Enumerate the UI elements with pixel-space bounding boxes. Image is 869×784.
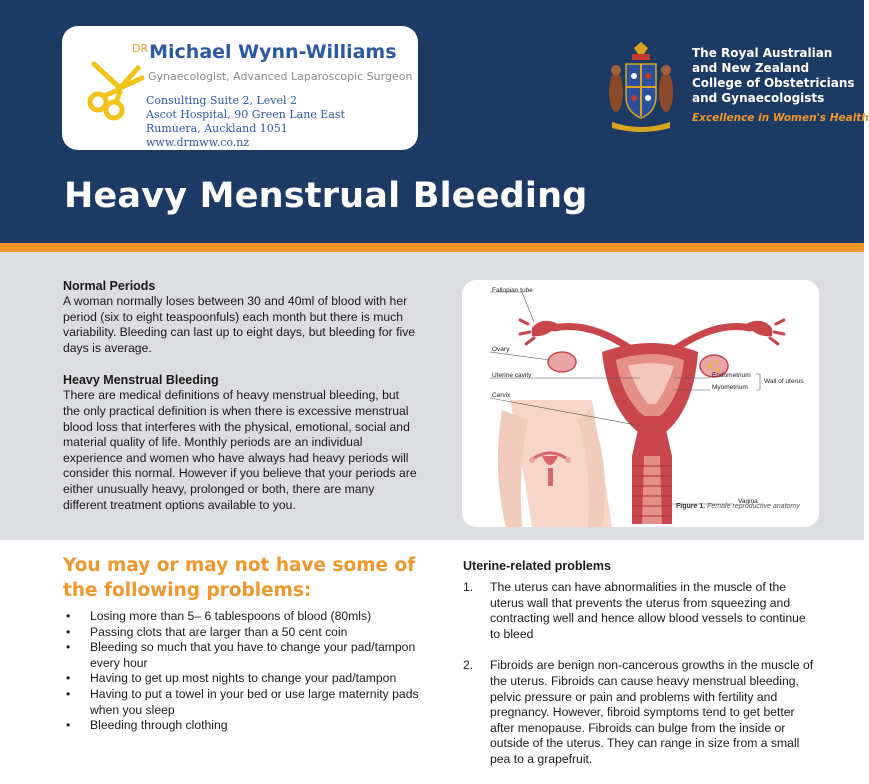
label-ovary: Ovary bbox=[492, 346, 510, 353]
list-item: • Bleeding through clothing bbox=[63, 718, 423, 734]
list-item: • Losing more than 5– 6 tablespoons of blood (80mls) bbox=[63, 609, 423, 625]
list-item: • Passing clots that are larger than a 50 cent coin bbox=[63, 625, 423, 641]
uterine-problems-heading: Uterine-related problems bbox=[463, 559, 611, 573]
college-crest-icon bbox=[604, 40, 678, 134]
hmb-heading: Heavy Menstrual Bleeding bbox=[63, 373, 219, 388]
list-item: • Having to put a towel in your bed or use large maternity pads when you sleep bbox=[63, 687, 423, 718]
label-uterine-cavity: Uterine cavity bbox=[492, 372, 532, 379]
problems-heading: You may or may not have some of the following problems: bbox=[63, 555, 416, 601]
website-link[interactable]: www.drmww.co.nz bbox=[146, 136, 250, 149]
practitioner-address: Consulting Suite 2, Level 2 Ascot Hospital, 90 Green Lane East Rumuera, Auckland 1051 www.drmww.co.nz bbox=[146, 94, 345, 149]
list-item: 2. Fibroids are benign non-cancerous growths in the muscle of the uterus. Fibroids can cause heavy menstrual bleeding, pelvic pressure or pain and problems with fertility and pregnancy. However, fibroid symptoms tend to get better after menopause. Fibroids can bulge from the inside or outside of the uterus. They can range in size from a small pea to a grapefruit. bbox=[463, 658, 814, 766]
intro-panel bbox=[0, 252, 864, 540]
list-item: • Bleeding so much that you have to change your pad/tampon every hour bbox=[63, 640, 423, 671]
intro-text bbox=[63, 278, 419, 529]
label-myometrium: Myometrium bbox=[712, 384, 748, 391]
practitioner-name: $^{DR}$Michael Wynn-Williams bbox=[132, 41, 397, 63]
problems-list bbox=[63, 609, 423, 734]
uterine-problems-list bbox=[463, 580, 815, 784]
list-item: 1. The uterus can have abnormalities in the muscle of the uterus wall that prevents the uterus from squeezing and contracting well and hence allow blood vessels to continue to bleed bbox=[463, 580, 806, 641]
hmb-text: There are medical definitions of heavy menstrual bleeding, but the only practical definition is when there is excessive menstrual blood loss that interferes with the physical, emotional, social and material quality of life. Monthly periods are an individual experience and women who have always had heavy periods will consider this normal. However if you believe that your periods are either unusually heavy, prolonged or both, there are many different treatment options available to you. bbox=[63, 388, 417, 512]
normal-periods-heading: Normal Periods bbox=[63, 279, 156, 293]
normal-periods-text: A woman normally loses between 30 and 40ml of blood with her period (six to eight teaspoonfuls) each month but there is much variability. Bleeding can last up to eight days, but bleeding for five days is average. bbox=[63, 294, 416, 355]
practitioner-card bbox=[62, 26, 418, 150]
header-divider bbox=[0, 243, 864, 252]
label-cervix: Cervix bbox=[492, 392, 511, 399]
label-endometrium: Endometrium bbox=[712, 372, 751, 379]
reproductive-anatomy-illustration bbox=[462, 280, 819, 527]
anatomy-figure bbox=[462, 280, 819, 527]
college-tagline: Excellence in Women's Health bbox=[692, 112, 869, 124]
label-vagina: Vagina bbox=[738, 498, 758, 505]
college-name: The Royal Australian and New Zealand College of Obstetricians and Gynaecologists bbox=[692, 46, 855, 105]
practitioner-title: Gynaecologist, Advanced Laparoscopic Surgeon bbox=[148, 70, 413, 83]
label-fallopian-tube: Fallopian tube bbox=[492, 287, 533, 294]
figure-caption: Figure 1. Female reproductive anatomy bbox=[676, 503, 800, 510]
label-wall-of-uterus: Wall of uterus bbox=[764, 378, 804, 385]
list-item: • Having to get up most nights to change your pad/tampon bbox=[63, 671, 423, 687]
header-banner bbox=[0, 0, 869, 243]
page-title: Heavy Menstrual Bleeding bbox=[64, 176, 588, 216]
